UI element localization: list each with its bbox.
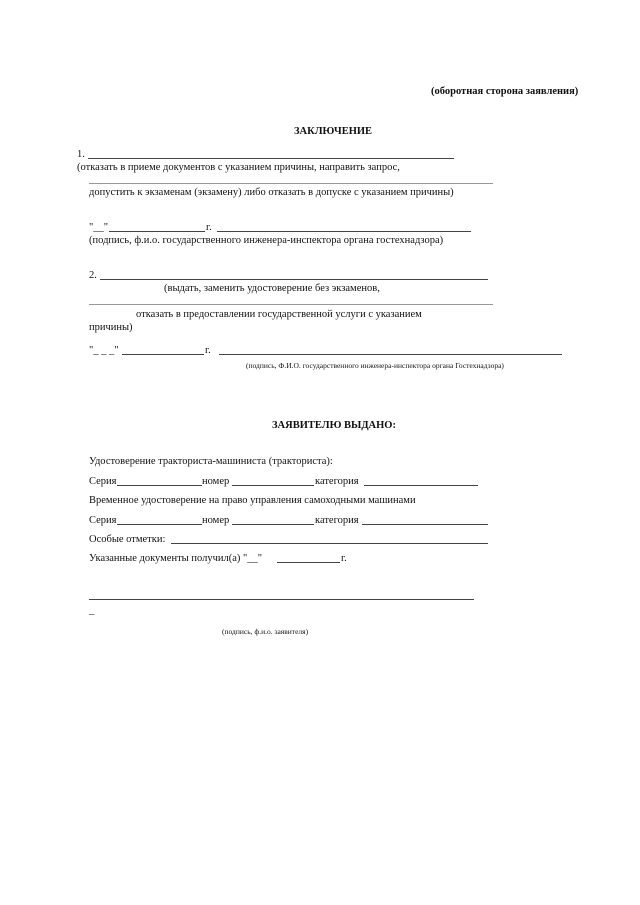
license-number-label: номер xyxy=(202,476,230,487)
item2-hint-a: (выдать, заменить удостоверение без экзаменов, xyxy=(164,283,380,294)
license-series-field[interactable] xyxy=(117,485,202,486)
temp-series-field[interactable] xyxy=(117,524,202,525)
item1-line-2[interactable] xyxy=(89,183,493,184)
signature1-line[interactable] xyxy=(217,231,471,232)
temp-category-field[interactable] xyxy=(362,524,488,525)
date2-suffix: г. xyxy=(205,345,211,356)
signature1-hint: (подпись, ф.и.о. государственного инженера-инспектора органа гостехнадзора) xyxy=(89,235,444,246)
temp-license-heading: Временное удостоверение на право управления самоходными машинами xyxy=(89,495,416,506)
license-category-field[interactable] xyxy=(364,485,478,486)
received-date-field[interactable] xyxy=(277,562,340,563)
header-note: (оборотная сторона заявления) xyxy=(431,86,579,97)
item2-line[interactable] xyxy=(100,279,488,280)
temp-number-label: номер xyxy=(202,515,230,526)
temp-category-label: категория xyxy=(315,515,359,526)
date1-suffix: г. xyxy=(206,222,212,233)
item2-number: 2. xyxy=(89,270,97,281)
license-series-label: Серия xyxy=(89,476,117,487)
date1-quote: "__" xyxy=(89,222,109,233)
temp-number-field[interactable] xyxy=(232,524,314,525)
license-number-field[interactable] xyxy=(232,485,314,486)
signature2-line[interactable] xyxy=(219,354,562,355)
temp-series-label: Серия xyxy=(89,515,117,526)
license-heading: Удостоверение тракториста-машиниста (тракториста): xyxy=(89,456,333,467)
conclusion-title: ЗАКЛЮЧЕНИЕ xyxy=(294,126,373,137)
item2-hint-c: причины) xyxy=(89,322,133,333)
applicant-signature-line[interactable] xyxy=(89,599,474,600)
received-label: Указанные документы получил(а) "__" xyxy=(89,553,263,564)
item1-number: 1. xyxy=(77,149,85,160)
received-suffix: г. xyxy=(341,553,347,564)
signature2-hint: (подпись, Ф.И.О. государственного инженера-инспектора органа Гостехнадзора) xyxy=(246,361,504,370)
item1-line[interactable] xyxy=(88,158,454,159)
special-marks-label: Особые отметки: xyxy=(89,534,166,545)
item2-hint-b: отказать в предоставлении государственной услуги с указанием xyxy=(136,309,422,320)
date1-line[interactable] xyxy=(109,231,205,232)
dash-mark: – xyxy=(89,609,95,620)
item2-line-2[interactable] xyxy=(89,304,493,305)
special-marks-field[interactable] xyxy=(171,543,488,544)
license-category-label: категория xyxy=(315,476,359,487)
date2-quote: "_ _ _" xyxy=(89,345,119,356)
applicant-signature-hint: (подпись, ф.и.о. заявителя) xyxy=(222,627,309,636)
item1-hint-a: (отказать в приеме документов с указанием причины, направить запрос, xyxy=(77,162,400,173)
item1-hint-b: допустить к экзаменам (экзамену) либо отказать в допуске с указанием причины) xyxy=(89,187,454,198)
date2-line[interactable] xyxy=(122,354,204,355)
issued-title: ЗАЯВИТЕЛЮ ВЫДАНО: xyxy=(272,420,396,431)
